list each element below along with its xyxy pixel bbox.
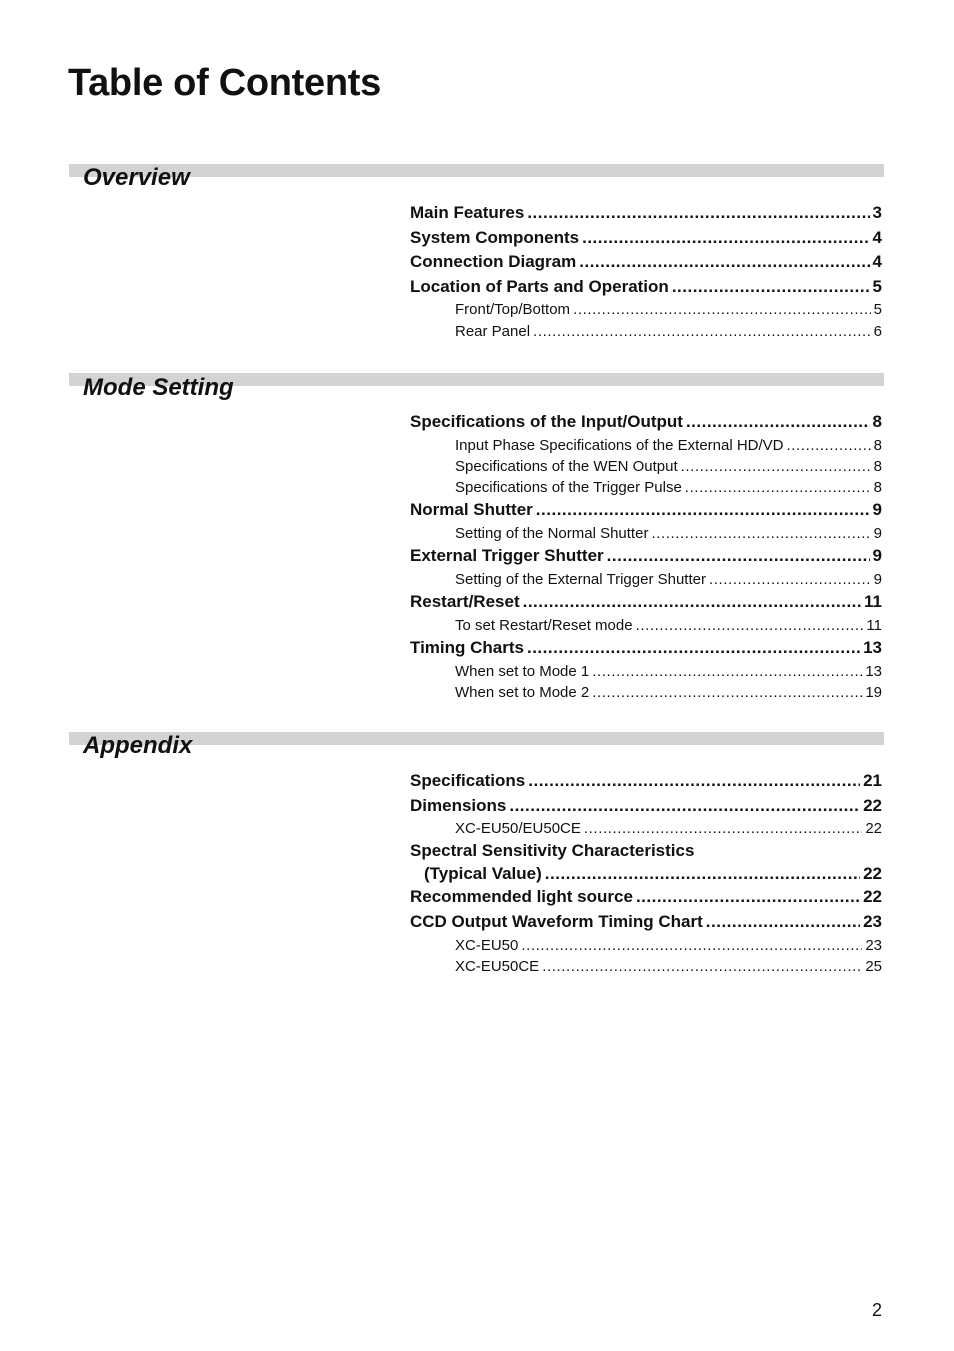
toc-entry-label: Restart/Reset [410, 592, 520, 612]
section-bar-overview [69, 164, 884, 177]
toc-subentry[interactable] [410, 435, 882, 456]
toc-entry-multiline[interactable] [410, 839, 882, 885]
toc-entry-page: 4 [872, 227, 882, 247]
toc-entry-page: 8 [873, 479, 882, 497]
toc-subentry[interactable] [410, 321, 882, 342]
toc-entry-page: 5 [872, 276, 882, 296]
dot-leader [527, 201, 869, 226]
toc-overview [410, 201, 882, 342]
dot-leader [527, 636, 860, 661]
page-title: Table of Contents [68, 62, 381, 104]
dot-leader [592, 682, 862, 703]
toc-subentry[interactable] [410, 299, 882, 320]
toc-entry-page: 9 [873, 570, 882, 588]
toc-entry-page: 5 [873, 301, 882, 319]
dot-leader [579, 250, 869, 275]
toc-subentry[interactable] [410, 682, 882, 703]
toc-subentry[interactable] [410, 956, 882, 977]
toc-entry-page: 13 [863, 638, 882, 658]
toc-entry-label: Connection Diagram [410, 252, 577, 272]
toc-entry-label: To set Restart/Reset mode [455, 616, 633, 634]
toc-entry-page: 8 [873, 436, 882, 454]
toc-entry-page: 22 [863, 795, 882, 815]
toc-entry[interactable] [410, 544, 882, 569]
dot-leader [528, 769, 860, 794]
dot-leader [582, 226, 869, 251]
dot-leader [685, 477, 871, 498]
dot-leader [521, 935, 862, 956]
toc-entry-label: XC-EU50/EU50CE [455, 820, 581, 838]
toc-entry[interactable] [410, 201, 882, 226]
toc-entry-label: Location of Parts and Operation [410, 276, 669, 296]
toc-entry-label: CCD Output Waveform Timing Chart [410, 912, 703, 932]
toc-entry-label: System Components [410, 227, 580, 247]
toc-entry-page: 3 [872, 203, 882, 222]
toc-entry-label: Recommended light source [410, 887, 633, 907]
toc-entry-label-line2: (Typical Value) [424, 864, 542, 884]
toc-entry-page: 11 [866, 616, 882, 634]
toc-entry-page: 11 [864, 592, 882, 612]
toc-entry-label: When set to Mode 1 [455, 662, 590, 680]
dot-leader [787, 435, 871, 456]
dot-leader [584, 818, 862, 839]
toc-subentry[interactable] [410, 456, 882, 477]
toc-entry[interactable] [410, 590, 882, 615]
toc-entry-label: External Trigger Shutter [410, 546, 604, 566]
toc-entry-label: Input Phase Specifications of the External HD/VD [455, 436, 784, 454]
toc-subentry[interactable] [410, 477, 882, 498]
toc-entry-page: 9 [872, 500, 882, 520]
toc-entry-label: Specifications of the Input/Output [410, 412, 683, 431]
toc-entry-label: Dimensions [410, 795, 507, 815]
page-number: 2 [871, 1300, 882, 1320]
toc-entry-label: When set to Mode 2 [455, 684, 590, 702]
toc-entry-page: 8 [873, 457, 882, 475]
toc-entry[interactable] [410, 910, 882, 935]
toc-appendix [410, 769, 882, 977]
toc-entry[interactable] [410, 885, 882, 910]
toc-entry[interactable] [410, 250, 882, 275]
dot-leader [636, 885, 860, 910]
section-title-appendix: Appendix [83, 732, 193, 759]
toc-entry-page: 21 [863, 771, 882, 790]
dot-leader [706, 910, 860, 935]
dot-leader [709, 569, 871, 590]
toc-entry-label: Specifications [410, 771, 526, 790]
toc-entry[interactable] [410, 498, 882, 523]
dot-leader [636, 615, 864, 636]
toc-subentry[interactable] [410, 935, 882, 956]
section-title-mode-setting: Mode Setting [83, 374, 234, 401]
toc-entry-page: 9 [873, 525, 882, 543]
toc-entry-page: 6 [873, 322, 882, 340]
toc-entry-page: 23 [863, 912, 882, 932]
toc-entry-page: 22 [863, 887, 882, 907]
toc-entry-page: 25 [865, 957, 882, 975]
section-title-overview: Overview [83, 164, 190, 191]
dot-leader [536, 498, 870, 523]
toc-entry-label: Specifications of the WEN Output [455, 457, 678, 475]
dot-leader [681, 456, 871, 477]
dot-leader [573, 299, 871, 320]
toc-entry-page: 22 [863, 864, 882, 884]
toc-entry-line2 [410, 862, 882, 885]
dot-leader [509, 794, 860, 819]
toc-entry-label: Timing Charts [410, 638, 524, 658]
toc-entry-page: 19 [865, 684, 882, 702]
toc-entry[interactable] [410, 275, 882, 300]
toc-subentry[interactable] [410, 661, 882, 682]
toc-subentry[interactable] [410, 615, 882, 636]
dot-leader [545, 862, 860, 885]
toc-entry[interactable] [410, 794, 882, 819]
toc-entry-label: Front/Top/Bottom [455, 301, 571, 319]
toc-entry[interactable] [410, 636, 882, 661]
toc-entry-label: Setting of the Normal Shutter [455, 525, 649, 543]
toc-entry-page: 23 [865, 936, 882, 954]
dot-leader [523, 590, 861, 615]
dot-leader [607, 544, 870, 569]
toc-entry-label: Specifications of the Trigger Pulse [455, 479, 682, 497]
toc-entry-label: Rear Panel [455, 322, 531, 340]
dot-leader [542, 956, 862, 977]
toc-entry-label: XC-EU50CE [455, 957, 540, 975]
dot-leader [533, 321, 871, 342]
toc-entry-label-line1: Spectral Sensitivity Characteristics [410, 841, 695, 861]
dot-leader [672, 275, 870, 300]
toc-subentry[interactable] [410, 569, 882, 590]
toc-entry-page: 9 [872, 546, 882, 566]
dot-leader [592, 661, 862, 682]
toc-entry-label: Setting of the External Trigger Shutter [455, 570, 706, 588]
toc-entry-page: 13 [865, 662, 882, 680]
toc-entry[interactable] [410, 769, 882, 794]
toc-subentry[interactable] [410, 818, 882, 839]
toc-mode-setting [410, 410, 882, 703]
dot-leader [651, 523, 870, 544]
toc-entry-label: Normal Shutter [410, 500, 533, 520]
toc-entry-page: 8 [872, 412, 882, 431]
toc-entry-page: 22 [865, 820, 882, 838]
toc-subentry[interactable] [410, 523, 882, 544]
toc-entry-label: XC-EU50 [455, 936, 519, 954]
toc-entry[interactable] [410, 226, 882, 251]
toc-entry-page: 4 [872, 252, 882, 272]
toc-entry-label: Main Features [410, 203, 525, 222]
dot-leader [686, 410, 870, 435]
toc-entry[interactable] [410, 410, 882, 435]
